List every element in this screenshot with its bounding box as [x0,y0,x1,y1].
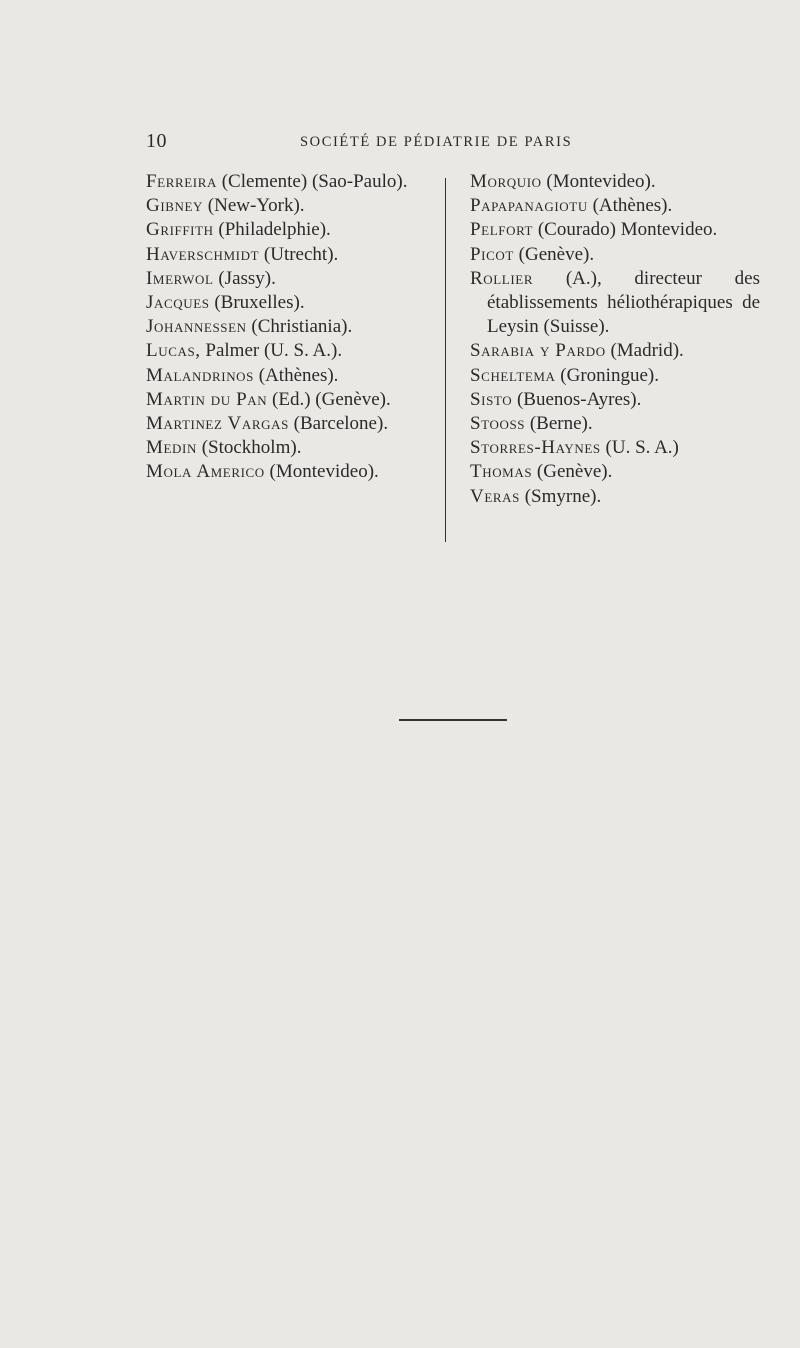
list-item [146,243,428,267]
list-item [470,218,760,242]
list-item [146,315,428,339]
member-details: (Montevideo). [269,461,379,483]
member-details: (Jassy). [218,267,276,289]
running-header [0,128,800,158]
member-details: (New-York). [207,195,305,217]
member-name: Storres-Haynes [470,437,601,459]
running-title: SOCIÉTÉ DE PÉDIATRIE DE PARIS [300,134,573,150]
member-details: (Montevideo). [546,171,656,192]
member-name: Mola Americo [146,461,265,483]
list-item [146,291,428,315]
list-item [146,460,428,484]
member-name: Stooss [470,413,526,435]
member-name: Thomas [470,461,533,483]
column-divider [445,178,446,542]
member-details: (Athènes). [592,195,673,217]
member-name: Johannessen [146,316,247,338]
member-name: Jacques [146,292,210,314]
member-name: Veras [470,485,520,507]
member-details: (Madrid). [610,340,684,362]
member-name: Gibney [146,195,204,217]
list-item [470,243,760,267]
member-name: Sisto [470,388,513,410]
list-item [146,267,428,291]
member-details: (Courado) Montevideo. [537,219,718,241]
member-name: Ferreira [146,171,217,192]
member-name: Medin [146,437,197,459]
list-item [146,218,428,242]
member-details: (Bruxelles). [214,292,305,314]
list-item [470,436,760,460]
list-item [470,460,760,484]
member-details: (Genève). [518,243,595,265]
member-details: (Berne). [529,413,593,435]
member-name: Pelfort [470,219,534,241]
member-name: Papapanagiotu [470,195,588,217]
member-name: Rollier [470,267,534,289]
list-item [470,194,760,218]
list-item [470,388,760,412]
member-details: (Ed.) (Genève). [272,388,391,410]
member-name: Martinez Vargas [146,413,289,435]
page-number: 10 [146,130,167,152]
member-details: (Barcelone). [293,413,389,435]
member-name: Imerwol [146,267,214,289]
list-item [146,412,428,436]
list-item [470,170,760,194]
member-name: Griffith [146,219,214,241]
list-item [146,170,428,194]
left-column [146,170,428,485]
list-item [470,412,760,436]
member-details: (Christiania). [251,316,353,338]
member-details: (Genève). [536,461,613,483]
list-item [470,485,760,509]
member-details: (A.), directeur des établissements héliothérapiques de Leysin (Suisse). [487,267,761,338]
member-name: Scheltema [470,364,556,386]
member-details: (Buenos-Ayres). [516,388,642,410]
list-item [146,339,428,363]
list-item [146,364,428,388]
right-column [470,170,760,509]
member-details: (Stockholm). [201,437,302,459]
member-details: (U. S. A.) [605,437,679,459]
member-name: Sarabia y Pardo [470,340,606,362]
end-rule [399,719,507,721]
member-name: Haverschmidt [146,243,260,265]
list-item [146,436,428,460]
list-item [470,339,760,363]
member-details: (Athènes). [258,364,339,386]
list-item [146,194,428,218]
member-details: (Groningue). [560,364,659,386]
list-item [146,388,428,412]
member-name: Lucas, [146,340,201,362]
member-details: (Utrecht). [263,243,339,265]
member-details: Palmer (U. S. A.). [205,340,343,362]
member-details: (Smyrne). [524,485,602,507]
list-item [470,267,760,340]
member-name: Malandrinos [146,364,254,386]
member-details: (Philadelphie). [218,219,331,241]
member-name: Picot [470,243,514,265]
member-name: Morquio [470,171,542,192]
member-details: (Clemente) (Sao-Paulo). [221,171,408,192]
list-item [470,364,760,388]
member-name: Martin du Pan [146,388,268,410]
